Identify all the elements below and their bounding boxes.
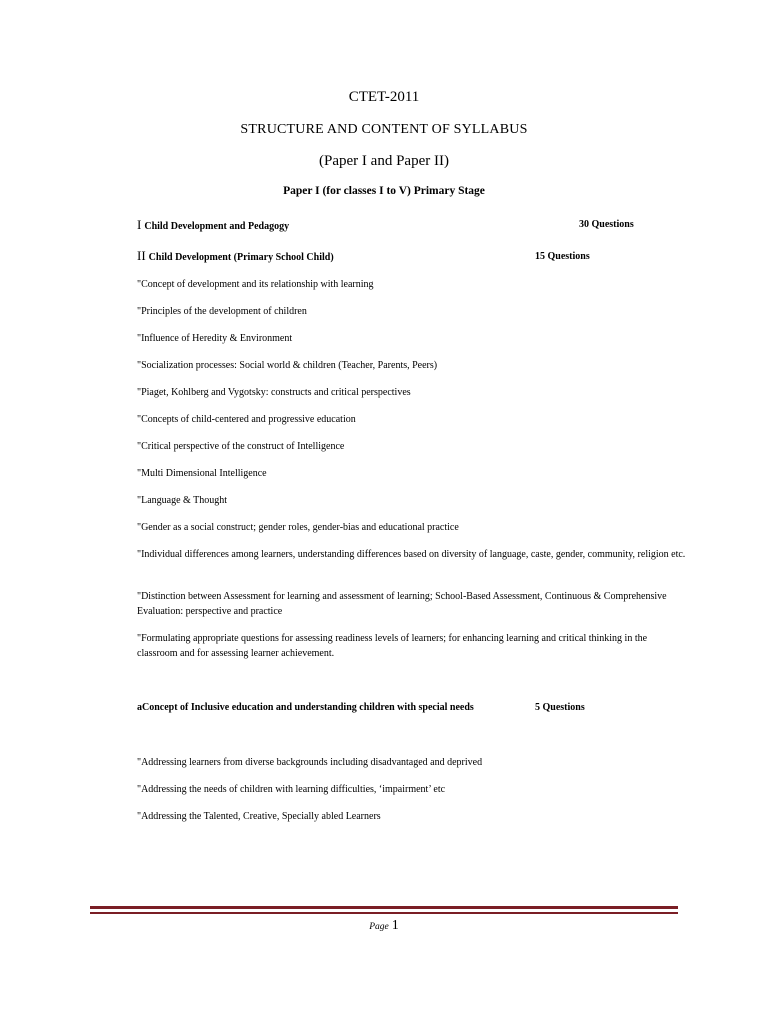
list-item: "Principles of the development of children bbox=[137, 306, 307, 317]
footer-divider bbox=[90, 906, 678, 909]
section-2-roman: II bbox=[137, 248, 146, 263]
papers-heading: (Paper I and Paper II) bbox=[319, 153, 449, 169]
list-item: "Addressing the needs of children with learning difficulties, ‘impairment’ etc bbox=[137, 784, 446, 795]
list-item: "Socialization processes: Social world & children (Teacher, Parents, Peers) bbox=[137, 360, 438, 371]
section-3-questions: 5 Questions bbox=[535, 702, 585, 713]
section-2-questions: 15 Questions bbox=[535, 251, 590, 262]
section-1-title: Child Development and Pedagogy bbox=[144, 221, 290, 232]
section-3-title: aConcept of Inclusive education and understanding children with special needs bbox=[137, 702, 474, 713]
list-item: "Distinction between Assessment for learning and assessment of learning; School-Based Assessment, Continuous & Comprehensive Evaluation: perspective and practice bbox=[137, 591, 667, 617]
list-item: "Gender as a social construct; gender roles, gender-bias and educational practice bbox=[137, 522, 459, 533]
section-2-heading bbox=[137, 248, 334, 264]
list-item: "Concept of development and its relationship with learning bbox=[137, 279, 374, 290]
list-item: "Addressing the Talented, Creative, Specially abled Learners bbox=[137, 811, 381, 822]
list-item: "Individual differences among learners, understanding differences based on diversity of language, caste, gender, community, religion etc. bbox=[137, 549, 686, 560]
section-2-title: Child Development (Primary School Child) bbox=[148, 252, 334, 263]
footer-divider bbox=[90, 912, 678, 914]
document-subtitle: STRUCTURE AND CONTENT OF SYLLABUS bbox=[240, 122, 528, 137]
list-item: "Addressing learners from diverse backgrounds including disadvantaged and deprived bbox=[137, 757, 483, 768]
list-item: "Influence of Heredity & Environment bbox=[137, 333, 293, 344]
list-item: "Language & Thought bbox=[137, 495, 227, 506]
paper1-heading: Paper I (for classes I to V) Primary Stage bbox=[283, 185, 485, 197]
list-item: "Formulating appropriate questions for assessing readiness levels of learners; for enhancing learning and critical thinking in the classroom and for assessing learner achievement. bbox=[137, 633, 648, 659]
section-1-questions: 30 Questions bbox=[579, 219, 634, 230]
page-label: Page bbox=[369, 922, 389, 932]
section-1-roman: I bbox=[137, 217, 142, 232]
page-number-value: 1 bbox=[391, 918, 399, 933]
document-title: CTET-2011 bbox=[348, 89, 420, 105]
list-item: "Multi Dimensional Intelligence bbox=[137, 468, 267, 479]
list-item: "Critical perspective of the construct of Intelligence bbox=[137, 441, 345, 452]
list-item: "Concepts of child-centered and progressive education bbox=[137, 414, 356, 425]
list-item: "Piaget, Kohlberg and Vygotsky: constructs and critical perspectives bbox=[137, 387, 411, 398]
page-number bbox=[0, 916, 768, 934]
section-1-heading bbox=[137, 217, 289, 233]
